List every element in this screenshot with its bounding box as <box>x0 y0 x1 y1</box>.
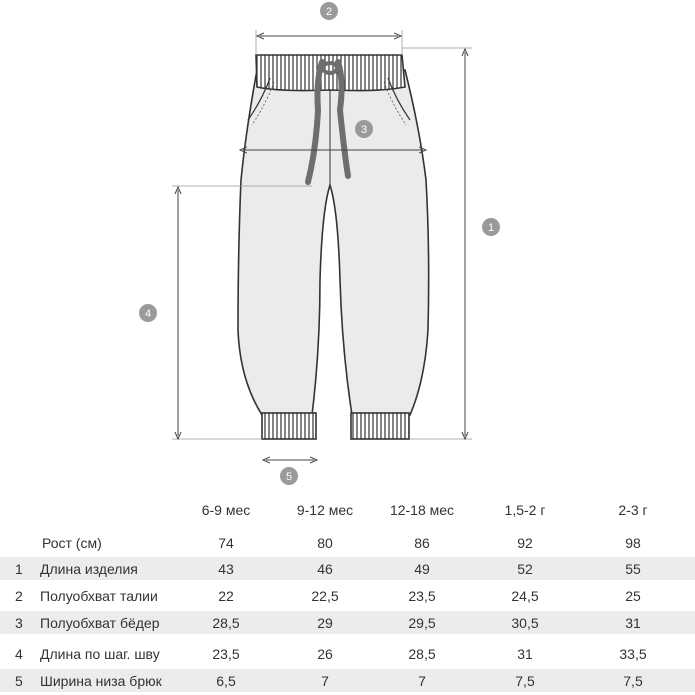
row-number: 1 <box>15 561 23 577</box>
table-cell: 6,5 <box>216 673 236 689</box>
table-cell: 33,5 <box>619 646 647 662</box>
table-cell: 7,5 <box>623 673 643 689</box>
table-cell: 29,5 <box>408 615 436 631</box>
column-header: 9-12 мес <box>296 502 354 518</box>
svg-text:5: 5 <box>285 471 293 483</box>
table-cell: 25 <box>625 588 641 604</box>
column-header: 12-18 мес <box>389 502 455 518</box>
svg-text:3: 3 <box>360 124 368 136</box>
table-cell: 7 <box>321 673 329 689</box>
table-cell: 86 <box>414 535 430 551</box>
column-header: 6-9 мес <box>201 502 251 518</box>
height-row-label: Рост (см) <box>42 535 102 551</box>
row-label: Ширина низа брюк <box>40 673 162 689</box>
table-cell: 7,5 <box>515 673 535 689</box>
table-cell: 31 <box>625 615 641 631</box>
table-cell: 28,5 <box>408 646 436 662</box>
row-number: 2 <box>15 588 23 604</box>
table-cell: 22,5 <box>311 588 339 604</box>
table-cell: 52 <box>517 561 533 577</box>
table-cell: 31 <box>517 646 533 662</box>
table-cell: 55 <box>625 561 641 577</box>
table-cell: 46 <box>317 561 333 577</box>
row-number: 5 <box>15 673 23 689</box>
row-label: Длина изделия <box>40 561 138 577</box>
table-cell: 23,5 <box>408 588 436 604</box>
table-cell: 30,5 <box>511 615 539 631</box>
row-number: 3 <box>15 615 23 631</box>
table-cell: 98 <box>625 535 641 551</box>
svg-text:2: 2 <box>325 6 333 18</box>
table-cell: 22 <box>218 588 234 604</box>
column-header: 2-3 г <box>618 502 648 518</box>
row-label: Длина по шаг. шву <box>40 646 160 662</box>
svg-text:1: 1 <box>487 222 495 234</box>
table-cell: 80 <box>317 535 333 551</box>
table-cell: 74 <box>218 535 234 551</box>
table-cell: 23,5 <box>212 646 240 662</box>
row-label: Полуобхват бёдер <box>40 615 160 631</box>
row-number: 4 <box>15 646 23 662</box>
table-cell: 7 <box>418 673 426 689</box>
row-label: Полуобхват талии <box>40 588 158 604</box>
table-cell: 43 <box>218 561 234 577</box>
table-cell: 49 <box>414 561 430 577</box>
table-cell: 26 <box>317 646 333 662</box>
table-cell: 92 <box>517 535 533 551</box>
svg-text:4: 4 <box>144 308 152 320</box>
column-header: 1,5-2 г <box>504 502 546 518</box>
table-cell: 24,5 <box>511 588 539 604</box>
table-cell: 29 <box>317 615 333 631</box>
table-cell: 28,5 <box>212 615 240 631</box>
